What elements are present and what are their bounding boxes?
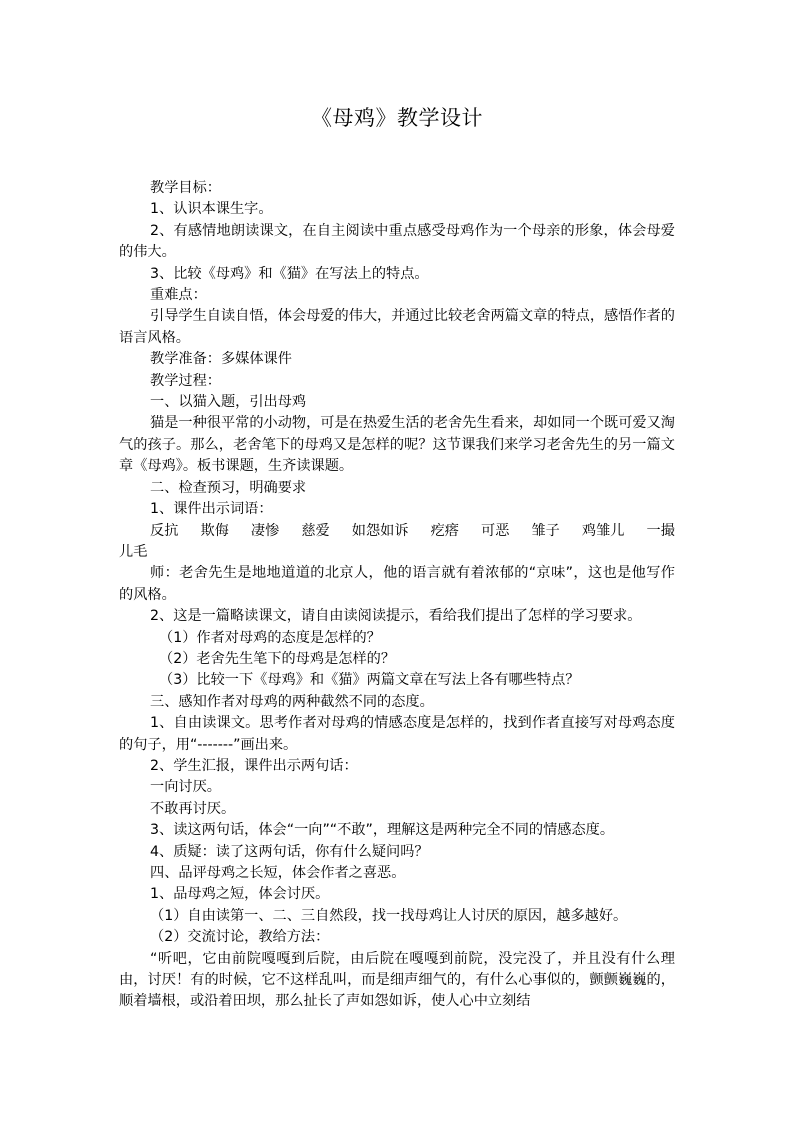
- vocab-word: 鸡雏儿: [581, 522, 625, 539]
- document-body: [119, 178, 675, 1013]
- paragraph: （2）老舍先生笔下的母鸡是怎样的？: [159, 650, 396, 667]
- paragraph: （2）交流讨论，教给方法：: [150, 929, 330, 946]
- vocab-word: 疙瘩: [430, 522, 459, 539]
- paragraph: 四、品评母鸡之长短，体会作者之喜恶。: [150, 865, 406, 881]
- paragraph: 4、质疑：读了这两句话，你有什么疑问吗？: [150, 843, 429, 860]
- paragraph: 1、品母鸡之短，体会讨厌。: [150, 886, 330, 903]
- vocab-word: 如怨如诉: [351, 522, 409, 539]
- vocab-word: 欺侮: [200, 522, 229, 539]
- paragraph: （1）自由读第一、二、三自然段，找一找母鸡让人讨厌的原因，越多越好。: [150, 907, 628, 924]
- vocab-word: 一撮: [646, 522, 675, 539]
- vocab-tail: 儿毛: [119, 543, 148, 560]
- paragraph: 2、这是一篇略读课文，请自由读阅读提示，看给我们提出了怎样的学习要求。: [150, 608, 642, 625]
- page-title: 《母鸡》教学设计: [311, 106, 483, 130]
- paragraph: 2、学生汇报，课件出示两句话：: [150, 757, 358, 774]
- paragraph: 三、感知作者对母鸡的两种截然不同的态度。: [150, 693, 434, 710]
- paragraph: 3、比较《母鸡》和《猫》在写法上的特点。: [150, 265, 429, 282]
- paragraph: （1）作者对母鸡的态度是怎样的？: [159, 629, 381, 646]
- paragraph: 重难点：: [150, 287, 207, 304]
- paragraph: 不敢再讨厌。: [150, 800, 236, 817]
- paragraph: 3、读这两句话，体会“一向”“不敢”，理解这是两种完全不同的情感态度。: [150, 822, 615, 839]
- paragraph: 师：老舍先生是地地道道的北京人，他的语言就有着浓郁的“京味”，这也是他写作的风格。: [119, 565, 675, 603]
- paragraph: 一向讨厌。: [150, 779, 221, 796]
- paragraph: 一、以猫入题，引出母鸡: [150, 394, 307, 411]
- paragraph: 2、有感情地朗读课文，在自主阅读中重点感受母鸡作为一个母亲的形象，体会母爱的伟大。: [119, 222, 675, 261]
- paragraph: “听吧，它由前院嘎嘎到后院，由后院在嘎嘎到前院，没完没了，并且没有什么理由，讨厌！有的时候，它不这样乱叫，而是细声细气的，有什么心事似的，颤颤巍巍的，顺着墙根，或沿着田坝，那么扯长了声如怨如诉，使人心中立刻结: [119, 950, 675, 1010]
- vocab-word: 反抗: [150, 522, 179, 539]
- paragraph: 教学过程：: [150, 372, 221, 389]
- paragraph: 1、认识本课生字。: [150, 201, 273, 218]
- paragraph: 引导学生自读自悟，体会母爱的伟大，并通过比较老舍两篇文章的特点，感悟作者的语言风格。: [119, 308, 675, 346]
- vocab-word: 可恶: [481, 522, 510, 539]
- paragraph: 二、检查预习，明确要求: [150, 479, 307, 496]
- vocab-word: 凄惨: [250, 522, 280, 539]
- vocab-word: 雏子: [531, 522, 560, 539]
- paragraph: 教学准备：多媒体课件: [150, 351, 292, 368]
- vocab-word: 慈爱: [301, 522, 330, 539]
- paragraph: （3）比较一下《母鸡》和《猫》两篇文章在写法上各有哪些特点？: [159, 672, 580, 689]
- vocab-list: [119, 521, 675, 542]
- paragraph: 1、课件出示词语：: [150, 501, 273, 518]
- paragraph: 1、自由读课文。思考作者对母鸡的情感态度是怎样的，找到作者直接写对母鸡态度的句子，用“-------”画出来。: [119, 715, 675, 753]
- paragraph: 教学目标：: [150, 180, 221, 196]
- paragraph: 猫是一种很平常的小动物，可是在热爱生活的老舍先生看来，却如同一个既可爱又淘气的孩子。那么，老舍笔下的母鸡又是怎样的呢？这节课我们来学习老舍先生的另一篇文章《母鸡》。板书课题，生齐读课题。: [119, 415, 675, 475]
